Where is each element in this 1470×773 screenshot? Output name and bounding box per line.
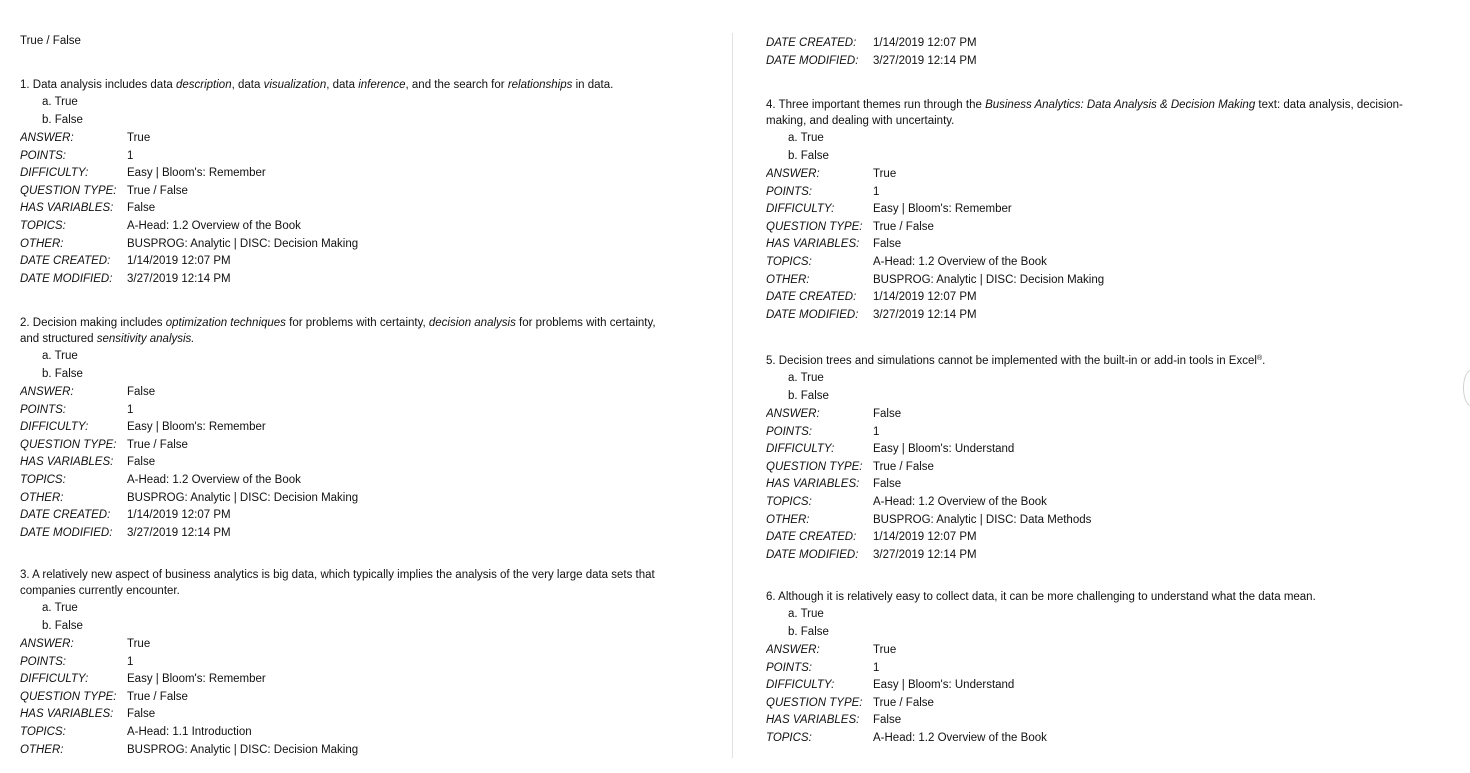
meta-row-date-created <box>766 528 1466 546</box>
meta-value: 1/14/2019 12:07 PM <box>873 37 977 49</box>
question-text <box>20 77 720 93</box>
answer-option: b. False <box>42 368 83 380</box>
meta-value: A-Head: 1.2 Overview of the Book <box>127 473 301 486</box>
meta-value: 3/27/2019 12:14 PM <box>127 272 231 285</box>
answer-options <box>766 369 1466 405</box>
answer-option: b. False <box>42 620 83 632</box>
meta-label: QUESTION TYPE: <box>766 220 863 233</box>
right-page <box>766 0 1470 773</box>
meta-row-points <box>766 659 1466 677</box>
meta-row-topics <box>20 217 720 235</box>
meta-value: 1/14/2019 12:07 PM <box>127 509 231 522</box>
meta-row-question-type <box>20 436 720 454</box>
meta-label: QUESTION TYPE: <box>20 690 117 703</box>
meta-row-answer <box>20 129 720 147</box>
meta-value: Easy | Bloom's: Remember <box>127 167 266 180</box>
meta-label: TOPICS: <box>766 495 812 508</box>
meta-row-answer <box>20 635 720 653</box>
meta-label: TOPICS: <box>20 725 66 738</box>
meta-row-points <box>766 183 1466 201</box>
meta-value: 1/14/2019 12:07 PM <box>873 531 977 544</box>
question-text-segment: visualization <box>263 79 327 91</box>
meta-row-topics <box>766 253 1466 271</box>
question-text-segment: optimization techniques <box>165 317 286 329</box>
meta-value: 1 <box>127 149 134 162</box>
meta-label: DIFFICULTY: <box>20 167 89 180</box>
question-text-segment: 3. A relatively new aspect of business analytics is big data, which typically implies the analysis of the very large data sets that <box>20 569 655 581</box>
meta-row-has-variables <box>20 705 720 723</box>
meta-row-difficulty <box>20 164 720 182</box>
question-text-segment: companies currently encounter. <box>20 585 180 597</box>
meta-row-other <box>20 489 720 507</box>
question-text-segment: ® <box>1256 355 1263 362</box>
meta-row-other <box>20 235 720 253</box>
meta-label: QUESTION TYPE: <box>766 460 863 473</box>
meta-label: TOPICS: <box>20 219 66 232</box>
meta-value: 1 <box>873 661 880 674</box>
question-3 <box>20 567 720 758</box>
question-text-segment: decision analysis <box>428 317 516 329</box>
meta-value: 3/27/2019 12:14 PM <box>127 526 231 539</box>
meta-label: POINTS: <box>766 425 813 438</box>
meta-value: True <box>873 644 897 656</box>
question-text-segment: Business Analytics: Data Analysis & Decision Making <box>985 99 1256 111</box>
meta-label: OTHER: <box>20 743 64 756</box>
question-text-segment: inference <box>358 79 406 91</box>
meta-label: OTHER: <box>20 491 64 504</box>
meta-label: DATE CREATED: <box>766 37 857 49</box>
question-text-segment: 5. Decision trees and simulations cannot be implemented with the built-in or add-in tools in Excel <box>766 355 1257 367</box>
answer-options <box>20 599 720 635</box>
meta-row-answer <box>20 383 720 401</box>
meta-label: HAS VARIABLES: <box>20 456 114 469</box>
meta-label: HAS VARIABLES: <box>766 478 860 491</box>
question-text <box>766 589 1466 605</box>
meta-label: ANSWER: <box>20 638 74 650</box>
meta-row-question-type <box>20 182 720 200</box>
question-6 <box>766 589 1466 747</box>
question-5 <box>766 351 1466 563</box>
meta-label: QUESTION TYPE: <box>766 696 863 709</box>
meta-row-answer <box>766 405 1466 423</box>
meta-value: A-Head: 1.2 Overview of the Book <box>873 495 1047 508</box>
meta-row-has-variables <box>766 475 1466 493</box>
meta-value: 1 <box>127 403 134 416</box>
meta-value: False <box>127 708 156 721</box>
meta-label: DATE MODIFIED: <box>766 548 859 561</box>
meta-value: 1 <box>127 655 134 668</box>
meta-value: False <box>873 238 902 251</box>
answer-options <box>20 93 720 129</box>
meta-value: BUSPROG: Analytic | DISC: Decision Making <box>127 491 359 504</box>
question-text-segment: description <box>175 79 232 91</box>
page-divider <box>732 33 733 758</box>
meta-value: 1 <box>873 185 880 198</box>
meta-value: False <box>873 408 902 420</box>
meta-label: OTHER: <box>766 273 810 286</box>
meta-row-answer <box>766 165 1466 183</box>
meta-row-has-variables <box>766 235 1466 253</box>
meta-label: ANSWER: <box>766 168 820 180</box>
meta-row-topics <box>766 493 1466 511</box>
answer-option: b. False <box>788 150 829 162</box>
meta-label: TOPICS: <box>766 731 812 744</box>
meta-label: POINTS: <box>20 149 67 162</box>
meta-label: POINTS: <box>766 661 813 674</box>
meta-value: True <box>873 168 897 180</box>
answer-option: b. False <box>788 390 829 402</box>
meta-value: A-Head: 1.2 Overview of the Book <box>127 219 301 232</box>
meta-row-date-created <box>766 288 1466 306</box>
meta-row-question-type <box>766 218 1466 236</box>
meta-label: HAS VARIABLES: <box>20 202 114 215</box>
meta-value: 1/14/2019 12:07 PM <box>873 291 977 304</box>
meta-label: DIFFICULTY: <box>766 203 835 216</box>
meta-row-difficulty <box>766 200 1466 218</box>
meta-label: TOPICS: <box>20 473 66 486</box>
answer-option: a. True <box>788 372 824 384</box>
meta-label: OTHER: <box>20 237 64 250</box>
meta-label: DATE CREATED: <box>20 509 111 522</box>
question-text-segment: 2. Decision making includes <box>20 317 166 329</box>
meta-value: False <box>873 714 902 727</box>
meta-label: DATE CREATED: <box>766 531 857 544</box>
meta-value: BUSPROG: Analytic | DISC: Decision Making <box>127 237 359 250</box>
answer-option: b. False <box>42 114 83 126</box>
meta-row-has-variables <box>20 199 720 217</box>
question-text <box>766 351 1466 369</box>
meta-label: POINTS: <box>20 655 67 668</box>
meta-value: True / False <box>127 184 188 197</box>
question-text-segment: sensitivity analysis. <box>96 333 195 345</box>
meta-label: HAS VARIABLES: <box>20 708 114 721</box>
meta-value: Easy | Bloom's: Remember <box>127 421 266 434</box>
meta-value: False <box>873 478 902 491</box>
carryover-metadata <box>766 34 1466 69</box>
question-text-segment: 1. Data analysis includes data <box>20 79 176 91</box>
meta-value: Easy | Bloom's: Remember <box>127 673 266 686</box>
answer-options <box>766 129 1466 165</box>
meta-value: A-Head: 1.1 Introduction <box>127 725 252 738</box>
meta-row-other <box>766 271 1466 289</box>
meta-label: DATE MODIFIED: <box>20 272 113 285</box>
meta-row-date-modified <box>20 270 720 288</box>
left-page <box>20 0 740 773</box>
meta-row-question-type <box>766 458 1466 476</box>
meta-row-points <box>20 653 720 671</box>
question-text <box>20 315 720 347</box>
meta-value: True <box>127 638 151 650</box>
meta-label: TOPICS: <box>766 255 812 268</box>
answer-option: a. True <box>788 608 824 620</box>
answer-options <box>766 605 1466 641</box>
question-text-segment: relationships <box>507 79 573 91</box>
meta-row-points <box>766 423 1466 441</box>
meta-label: POINTS: <box>20 403 67 416</box>
meta-row-other <box>20 741 720 759</box>
answer-option: a. True <box>42 350 78 362</box>
meta-value: True / False <box>873 460 934 473</box>
meta-label: DATE MODIFIED: <box>766 308 859 321</box>
meta-row-date-created <box>20 506 720 524</box>
meta-label: POINTS: <box>766 185 813 198</box>
meta-label: DATE MODIFIED: <box>766 54 859 67</box>
meta-label: HAS VARIABLES: <box>766 714 860 727</box>
meta-row-date-modified <box>20 524 720 542</box>
meta-label: OTHER: <box>766 513 810 526</box>
meta-value: 3/27/2019 12:14 PM <box>873 308 977 321</box>
meta-label: ANSWER: <box>20 132 74 144</box>
meta-row-has-variables <box>20 453 720 471</box>
meta-label: DATE CREATED: <box>766 291 857 304</box>
meta-row-question-type <box>20 688 720 706</box>
answer-option: b. False <box>788 626 829 638</box>
question-4 <box>766 97 1466 323</box>
meta-label: DIFFICULTY: <box>20 421 89 434</box>
answer-option: a. True <box>42 96 78 108</box>
meta-row-date-modified <box>766 52 1466 70</box>
meta-row-points <box>20 147 720 165</box>
meta-value: True <box>127 132 151 144</box>
meta-row-difficulty <box>20 670 720 688</box>
meta-row-points <box>20 401 720 419</box>
meta-row-date-created <box>766 34 1466 52</box>
meta-label: ANSWER: <box>20 386 74 398</box>
meta-label: QUESTION TYPE: <box>20 184 117 197</box>
question-text-segment: and structured <box>20 333 97 345</box>
meta-label: DATE CREATED: <box>20 255 111 268</box>
meta-value: BUSPROG: Analytic | DISC: Decision Making <box>127 743 359 756</box>
meta-value: 1/14/2019 12:07 PM <box>127 255 231 268</box>
meta-row-topics <box>766 729 1466 747</box>
meta-row-date-created <box>20 252 720 270</box>
meta-label: QUESTION TYPE: <box>20 438 117 451</box>
meta-row-topics <box>20 723 720 741</box>
meta-label: HAS VARIABLES: <box>766 238 860 251</box>
meta-label: DATE MODIFIED: <box>20 526 113 539</box>
question-text-segment: for problems with certainty, <box>515 317 656 329</box>
question-2 <box>20 315 720 541</box>
meta-value: False <box>127 456 156 469</box>
question-text-segment: . <box>1262 355 1266 367</box>
question-text-segment: , and the search for <box>405 79 508 91</box>
question-1 <box>20 77 720 287</box>
meta-value: Easy | Bloom's: Understand <box>873 679 1015 692</box>
answer-options <box>20 347 720 383</box>
meta-value: False <box>127 202 156 215</box>
meta-value: Easy | Bloom's: Understand <box>873 443 1015 456</box>
meta-row-topics <box>20 471 720 489</box>
meta-row-other <box>766 511 1466 529</box>
question-text-segment: 4. Three important themes run through the <box>766 99 986 111</box>
meta-label: ANSWER: <box>766 408 820 420</box>
meta-row-date-modified <box>766 306 1466 324</box>
section-title: True / False <box>20 35 81 47</box>
meta-value: True / False <box>873 696 934 709</box>
meta-row-date-modified <box>766 546 1466 564</box>
meta-label: DIFFICULTY: <box>20 673 89 686</box>
meta-row-has-variables <box>766 711 1466 729</box>
meta-value: True / False <box>127 438 188 451</box>
question-text-segment: , data <box>326 79 359 91</box>
question-text-segment: 6. Although it is relatively easy to collect data, it can be more challenging to understand what the data mean. <box>766 591 1316 603</box>
meta-value: 3/27/2019 12:14 PM <box>873 54 977 67</box>
meta-value: Easy | Bloom's: Remember <box>873 203 1012 216</box>
question-text-segment: , data <box>231 79 264 91</box>
question-text-segment: text: data analysis, decision- <box>1255 99 1403 111</box>
meta-label: ANSWER: <box>766 644 820 656</box>
meta-row-difficulty <box>766 676 1466 694</box>
question-text-segment: in data. <box>572 79 614 91</box>
meta-value: BUSPROG: Analytic | DISC: Decision Making <box>873 273 1105 286</box>
meta-value: True / False <box>127 690 188 703</box>
meta-row-difficulty <box>20 418 720 436</box>
question-text-segment: for problems with certainty, <box>285 317 429 329</box>
meta-label: DIFFICULTY: <box>766 443 835 456</box>
meta-value: A-Head: 1.2 Overview of the Book <box>873 731 1047 744</box>
meta-row-question-type <box>766 694 1466 712</box>
meta-row-difficulty <box>766 440 1466 458</box>
answer-option: a. True <box>42 602 78 614</box>
question-text-segment: making, and dealing with uncertainty. <box>766 115 955 127</box>
meta-value: False <box>127 386 156 398</box>
meta-value: 3/27/2019 12:14 PM <box>873 548 977 561</box>
question-text <box>766 97 1466 129</box>
meta-value: BUSPROG: Analytic | DISC: Data Methods <box>873 513 1092 526</box>
meta-row-answer <box>766 641 1466 659</box>
meta-value: 1 <box>873 425 880 438</box>
question-text <box>20 567 720 599</box>
meta-label: DIFFICULTY: <box>766 679 835 692</box>
meta-value: True / False <box>873 220 934 233</box>
answer-option: a. True <box>788 132 824 144</box>
meta-value: A-Head: 1.2 Overview of the Book <box>873 255 1047 268</box>
